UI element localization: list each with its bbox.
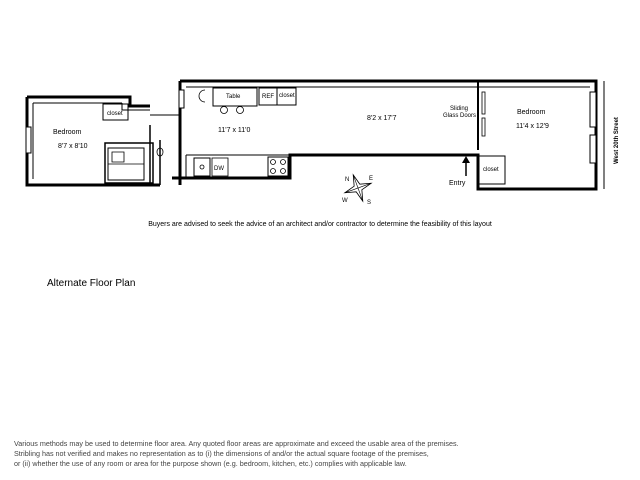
left-window [26, 127, 31, 153]
stove [268, 157, 288, 176]
right-window [590, 92, 596, 127]
kitchen-dims: 11'7 x 11'0 [218, 127, 251, 134]
bedroom-left-name: Bedroom [53, 129, 82, 136]
ref-label: REF [262, 94, 274, 100]
compass-e: E [369, 176, 374, 182]
disclaimer-line-2: Stribling has not verified and makes no representation as to (i) the dimensions of and/or the actual square footage of the premises, [14, 449, 429, 458]
dw-label: DW [214, 166, 224, 172]
table-label: Table [226, 94, 241, 100]
closet-top-label: closet [279, 93, 295, 99]
compass-s: S [367, 200, 372, 206]
compass-w: W [342, 198, 348, 204]
entry-label: Entry [449, 180, 466, 187]
closet-left-label: closet [107, 111, 123, 117]
compass-n: N [345, 177, 350, 183]
bedroom-right-name: Bedroom [517, 109, 546, 116]
disclaimer-line-1: Various methods may be used to determine floor area. Any quoted floor areas are approximate and exceed the usable area of the premises. [14, 439, 459, 448]
disclaimer-line-3: or (ii) whether the use of any room or area for the purpose shown (e.g. bedroom, kitchen, etc.) complies with applicable law. [14, 459, 407, 468]
living-dims: 8'2 x 17'7 [367, 115, 397, 122]
disclaimer [14, 439, 629, 469]
advisory-note: Buyers are advised to seek the advice of an architect and/or contractor to determine the feasibility of this layout [148, 221, 492, 228]
alternate-floor-plan-title: Alternate Floor Plan [47, 278, 136, 289]
closet-right-label: closet [483, 167, 499, 173]
bathroom-outline [105, 143, 153, 183]
bedroom-left-dims: 8'7 x 8'10 [58, 143, 88, 150]
sliding-label-1: Sliding [450, 106, 469, 112]
sliding-label-2: Glass Doors [443, 113, 477, 119]
floor-plan [0, 0, 640, 220]
bedroom-right-dims: 11'4 x 12'9 [516, 123, 549, 130]
street-label: West 20th Street [614, 117, 620, 164]
